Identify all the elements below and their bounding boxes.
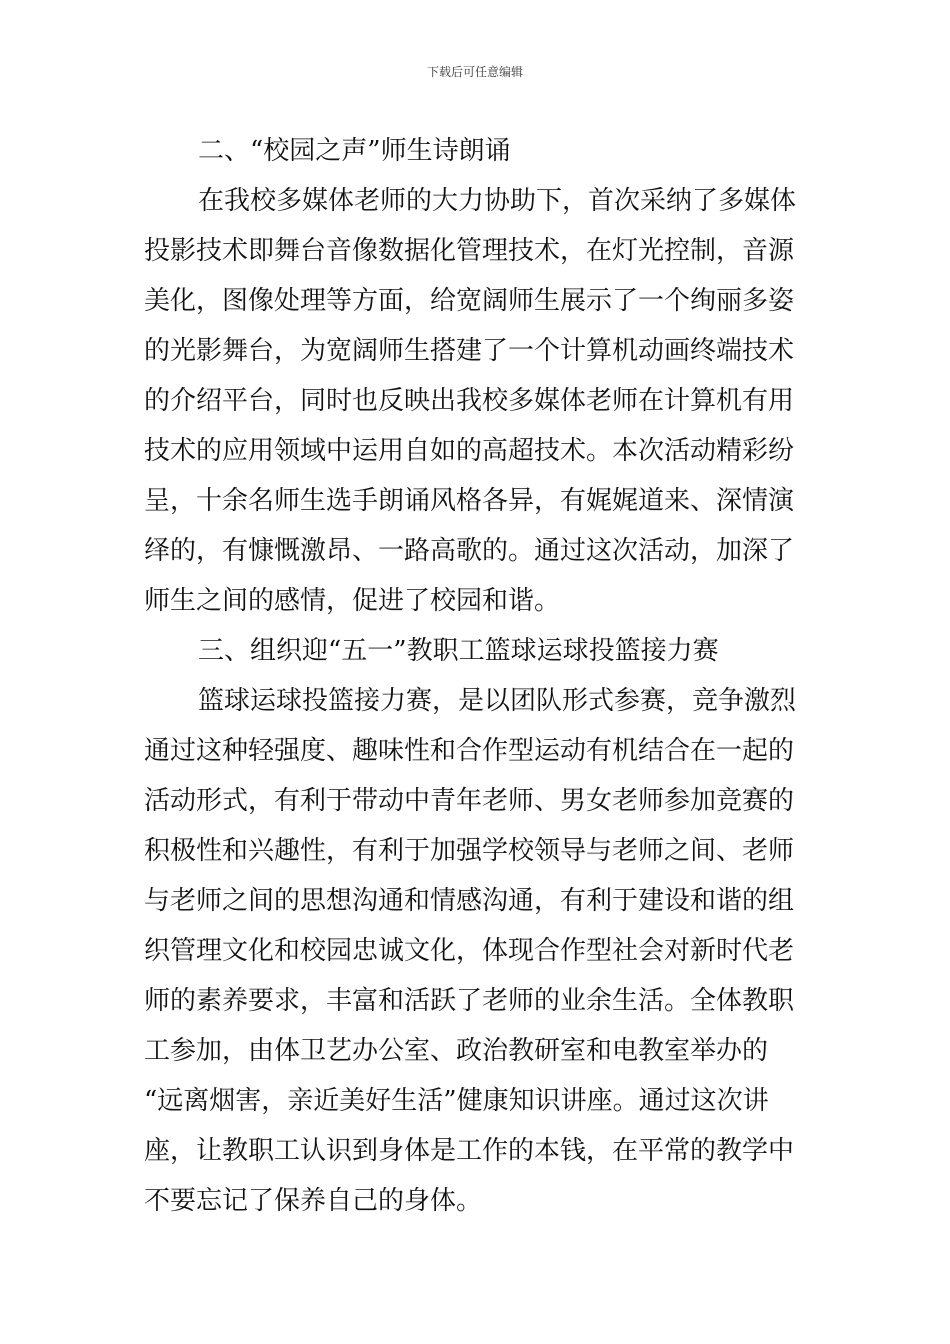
paragraph-line: 工参加，由体卫艺办公室、政治教研室和电教室举办的 — [144, 1036, 769, 1066]
paragraph-line: 通过这种轻强度、趣味性和合作型运动有机结合在一起的 — [144, 736, 795, 766]
paragraph-line: 活动形式，有利于带动中青年老师、男女老师参加竞赛的 — [144, 786, 795, 816]
paragraph-line: 在我校多媒体老师的大力协助下，首次采纳了多媒体 — [198, 186, 797, 216]
paragraph-line: 积极性和兴趣性，有利于加强学校领导与老师之间、老师 — [144, 836, 795, 866]
paragraph-line: 织管理文化和校园忠诚文化，体现合作型社会对新时代老 — [144, 936, 795, 966]
paragraph-line: 师生之间的感情，促进了校园和谐。 — [144, 586, 561, 616]
paragraph-line: 投影技术即舞台音像数据化管理技术，在灯光控制，音源 — [144, 236, 795, 266]
section-heading: 三、组织迎“五一”教职工篮球运球投篮接力赛 — [198, 636, 719, 666]
paragraph-line: 与老师之间的思想沟通和情感沟通，有利于建设和谐的组 — [144, 886, 795, 916]
paragraph-line: 不要忘记了保养自己的身体。 — [144, 1186, 483, 1216]
paragraph-line: 篮球运球投篮接力赛，是以团队形式参赛，竞争激烈 — [198, 686, 797, 716]
paragraph-line: 师的素养要求，丰富和活跃了老师的业余生活。全体教职 — [144, 986, 795, 1016]
paragraph-line: 座，让教职工认识到身体是工作的本钱，在平常的教学中 — [144, 1136, 795, 1166]
paragraph-line: 技术的应用领域中运用自如的高超技术。本次活动精彩纷 — [144, 436, 795, 466]
document-body — [144, 126, 806, 1226]
paragraph-line: 美化，图像处理等方面，给宽阔师生展示了一个绚丽多姿 — [144, 286, 795, 316]
paragraph-line: 绎的，有慷慨激昂、一路高歌的。通过这次活动，加深了 — [144, 536, 795, 566]
paragraph-line: 的光影舞台，为宽阔师生搭建了一个计算机动画终端技术 — [144, 336, 795, 366]
paragraph-line: 的介绍平台，同时也反映出我校多媒体老师在计算机有用 — [144, 386, 795, 416]
section-heading: 二、“校园之声”师生诗朗诵 — [198, 136, 511, 166]
page-header: 下载后可任意编辑 — [426, 65, 523, 79]
paragraph-line: 呈，十余名师生选手朗诵风格各异，有娓娓道来、深情演 — [144, 486, 795, 516]
paragraph-line: “远离烟害，亲近美好生活”健康知识讲座。通过这次讲 — [144, 1086, 769, 1116]
